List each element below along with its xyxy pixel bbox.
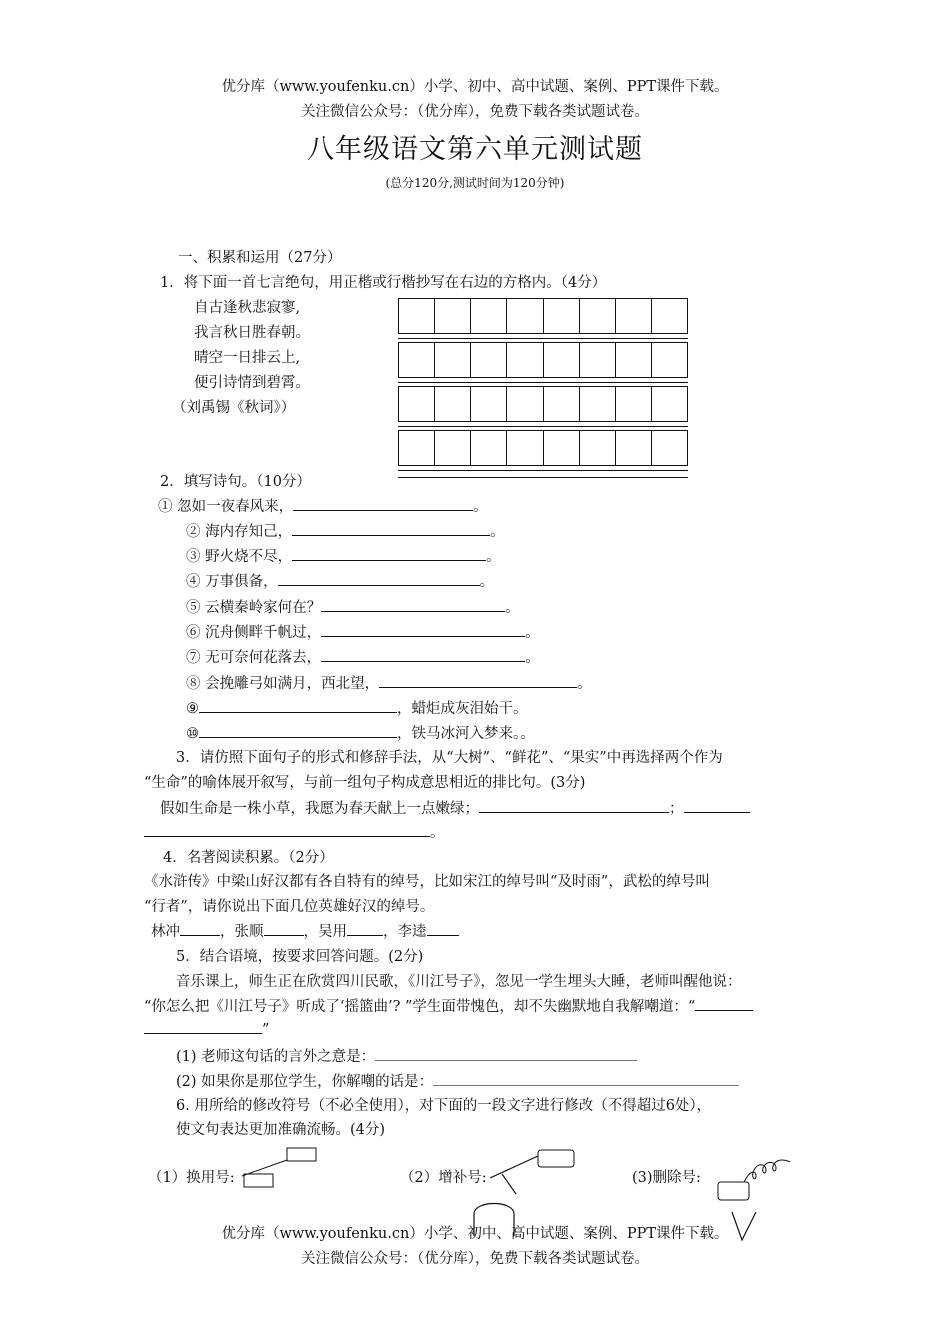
answer-blank[interactable]: [278, 571, 480, 586]
footer-line-2: 关注微信公众号：（优分库），免费下载各类试题试卷。: [301, 1251, 649, 1267]
q5-sub-1: (1) 老师这句话的言外之意是：: [176, 1045, 637, 1066]
loop-mark-icon: [470, 1196, 530, 1240]
grid-row[interactable]: [398, 386, 688, 422]
answer-blank[interactable]: [684, 798, 750, 813]
q5-line-1: 音乐课上，师生正在欣赏四川民歌，《川江号子》，忽见一学生埋头大睡，老师叫醒他说：: [176, 974, 742, 990]
delete-mark-icon: [716, 1158, 796, 1206]
insert-symbol-label: （2）增补号:: [400, 1170, 487, 1186]
q6-line-1: 6. 用所给的修改符号（不必全使用），对下面的一段文字进行修改（不得超过6处），: [176, 1098, 712, 1114]
fill-item: ⑧ 会挽雕弓如满月，西北望， 。: [186, 672, 592, 693]
answer-blank[interactable]: [292, 546, 486, 561]
q5-line-3: ”: [144, 1019, 269, 1038]
page-subtitle: (总分120分,测试时间为120分钟): [385, 176, 565, 190]
poem-line: 我言秋日胜春朝。: [194, 325, 310, 341]
answer-blank[interactable]: [292, 521, 490, 536]
poem-line: 晴空一日排云上,: [194, 350, 301, 366]
poem-line: 便引诗情到碧霄。: [194, 375, 310, 391]
grid-row[interactable]: [398, 430, 688, 466]
answer-blank[interactable]: [427, 921, 459, 936]
q6-line-2: 使文句表达更加准确流畅。(4分): [176, 1122, 386, 1138]
q5-line-2: “你怎么把《川江号子》听成了‘摇篮曲’? ”学生面带愧色，却不失幽默地自我解嘲道：“: [144, 995, 753, 1016]
answer-blank[interactable]: [479, 798, 669, 813]
fill-item: ③ 野火烧不尽， 。: [186, 545, 501, 566]
q5-sub-2: (2) 如果你是那位学生，你解嘲的话是：: [176, 1070, 739, 1091]
q3-line-3: 假如生命是一株小草，我愿为春天献上一点嫩绿； ；: [160, 797, 750, 818]
nickname-line: 林冲 ，张顺 ，吴用 ，李逵: [151, 920, 459, 941]
answer-blank[interactable]: [199, 723, 397, 738]
fill-item: ⑨ ，蜡炬成灰泪始干。: [186, 697, 528, 718]
answer-blank[interactable]: [144, 822, 430, 837]
replace-mark-icon: [240, 1146, 320, 1190]
grid-row[interactable]: [398, 298, 688, 334]
answer-blank[interactable]: [695, 996, 753, 1011]
answer-blank[interactable]: [264, 921, 304, 936]
answer-blank[interactable]: [347, 921, 383, 936]
fill-item: ① 忽如一夜春风来， 。: [158, 495, 488, 516]
answer-blank[interactable]: [199, 698, 397, 713]
header-line-2: 关注微信公众号：（优分库），免费下载各类试题试卷。: [301, 104, 649, 120]
answer-blank[interactable]: [433, 1071, 739, 1086]
q5-prompt: 5．结合语境，按要求回答问题。(2分): [176, 949, 424, 965]
q4-line-1: 《水浒传》中梁山好汉都有各自特有的绰号，比如宋江的绰号叫“及时雨”，武松的绰号叫: [144, 874, 710, 890]
grid-row[interactable]: [398, 342, 688, 378]
q3-line-2: “生命”的喻体展开叙写，与前一组句子构成意思相近的排比句。(3分): [144, 775, 586, 791]
insert-mark-icon: [486, 1148, 580, 1196]
q3-line-4: 。: [144, 821, 445, 842]
fill-item: ⑩ ，铁马冰河入梦来。。: [186, 722, 535, 743]
answer-blank[interactable]: [180, 921, 220, 936]
header-line-1: 优分库（www.youfenku.cn）小学、初中、高中试题、案例、PPT课件下载。: [221, 79, 729, 95]
fill-item: ② 海内存知己， 。: [186, 520, 505, 541]
check-mark-icon: [730, 1210, 758, 1244]
answer-blank[interactable]: [379, 673, 577, 688]
poem-source: （刘禹锡《秋词》）: [172, 400, 296, 416]
q1-prompt: 1．将下面一首七言绝句，用正楷或行楷抄写在右边的方格内。（4分）: [160, 275, 607, 291]
answer-blank[interactable]: [375, 1046, 637, 1061]
delete-symbol-label: (3)删除号:: [632, 1170, 701, 1186]
answer-blank[interactable]: [321, 647, 525, 662]
fill-item: ⑥ 沉舟侧畔千帆过， 。: [186, 621, 540, 642]
poem-line: 自古逢秋悲寂寥,: [194, 300, 301, 316]
page-title: 八年级语文第六单元测试题: [307, 134, 643, 165]
fill-item: ⑤ 云横秦岭家何在？ 。: [186, 596, 520, 617]
q4-line-2: “行者”，请你说出下面几位英雄好汉的绰号。: [144, 899, 435, 915]
q2-prompt: 2．填写诗句。（10分）: [160, 474, 311, 490]
fill-item: ④ 万事俱备， 。: [186, 570, 494, 591]
copy-grid[interactable]: [398, 298, 688, 478]
q3-line-1: 3．请仿照下面句子的形式和修辞手法，从“大树”、“鲜花”、“果实”中再选择两个作为: [176, 750, 723, 766]
answer-blank[interactable]: [144, 1019, 262, 1034]
answer-blank[interactable]: [321, 622, 525, 637]
q4-prompt: 4．名著阅读积累。（2分）: [163, 850, 334, 866]
replace-symbol-label: （1）换用号:: [148, 1170, 235, 1186]
footer-line-1: 优分库（www.youfenku.cn）小学、初中、高中试题、案例、PPT课件下载。: [221, 1226, 729, 1242]
fill-item: ⑦ 无可奈何花落去， 。: [186, 646, 540, 667]
section-heading: 一、积累和运用（27分）: [178, 250, 342, 266]
answer-blank[interactable]: [293, 496, 473, 511]
answer-blank[interactable]: [321, 597, 505, 612]
